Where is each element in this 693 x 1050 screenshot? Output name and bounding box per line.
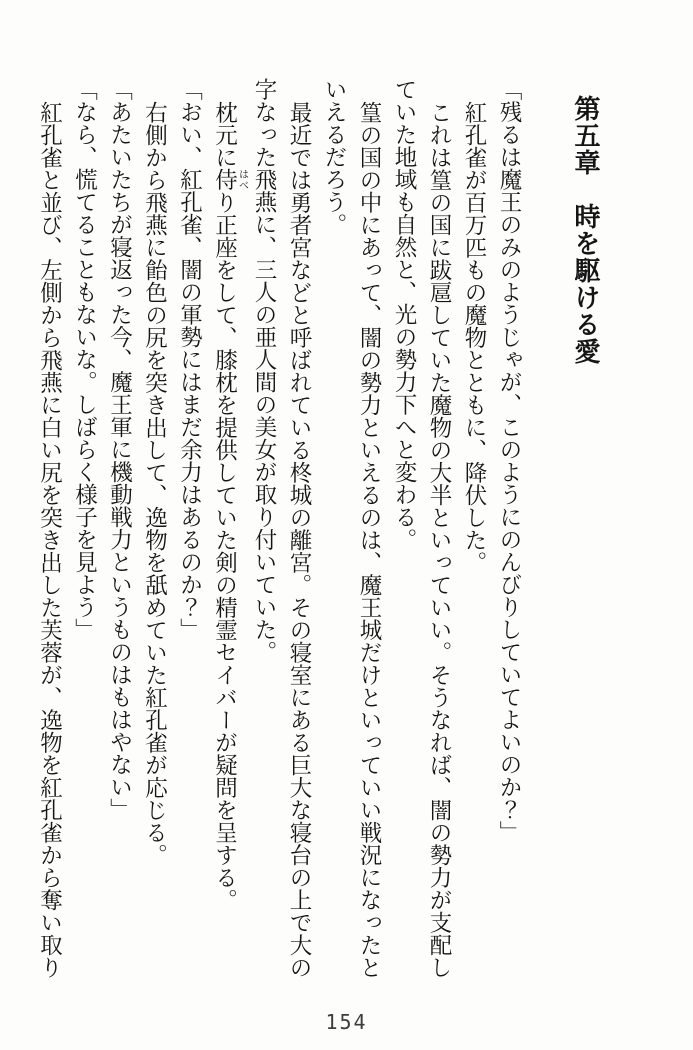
text-line: いえるだろう。 (322, 78, 347, 236)
text-line-with-furigana (208, 78, 248, 993)
text-line: 「なら、慌てることもないな。しばらく様子を見よう」 (72, 78, 98, 641)
text-line: これは篁の国に跋扈していた魔物の大半といっていい。そうなれば、闇の勢力が支配し (427, 100, 452, 978)
ruby-furigana: はべ (236, 168, 248, 191)
text-line: ていた地域も自然と、光の勢力下へと変わる。 (392, 78, 417, 551)
text-line: 紅孔雀と並び、左側から飛燕に白い尻を突き出した芙蓉が、逸物を紅孔雀から奪い取り (37, 100, 63, 978)
text-line: 字なった飛燕に、三人の亜人間の美女が取り付いていた。 (252, 78, 277, 663)
text-line: 「残るは魔王のみのようじゃが、このようにのんびりしていてよいのか？」 (497, 78, 522, 843)
text-line: 右側から飛燕に飴色の尻を突き出して、逸物を舐めていた紅孔雀が応じる。 (142, 100, 168, 866)
vertical-text-area (30, 78, 603, 993)
page-number: 154 (325, 1010, 368, 1034)
text-segment: り正座をして、膝枕を提供していた剣の精霊セイバーが疑問を呈する。 (212, 190, 238, 911)
text-line: 「おい、紅孔雀、闇の軍勢にはまだ余力はあるのか？」 (177, 78, 203, 641)
chapter-title: 第五章 時を駆ける愛 (571, 95, 600, 365)
text-line: 篁の国の中にあって、闇の勢力といえるのは、魔王城だけといっていい戦況になったと (357, 100, 382, 978)
ruby-base: 侍 (212, 168, 238, 191)
ruby-annotation (212, 168, 248, 191)
text-line: 紅孔雀が百万匹もの魔物とともに、降伏した。 (462, 100, 487, 573)
text-line: 「あたいたちが寝返った今、魔王軍に機動戦力というものはもはやない」 (107, 78, 133, 821)
text-segment: 枕元に (212, 100, 238, 168)
text-line: 最近では勇者宮などと呼ばれている柊城の離宮。その寝室にある巨大な寝台の上で大の (287, 100, 312, 978)
